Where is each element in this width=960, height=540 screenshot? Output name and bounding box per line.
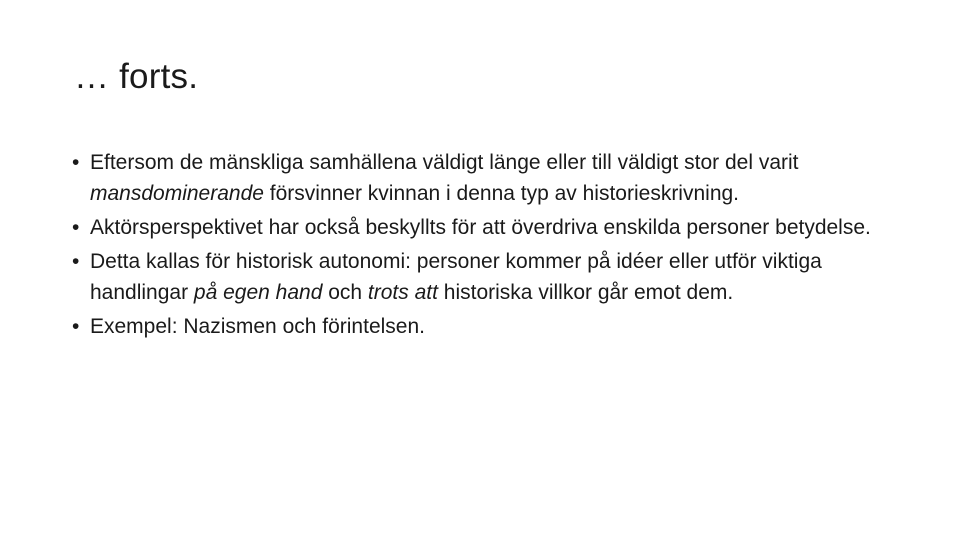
bullet-item	[72, 311, 882, 342]
bullet-emphasis: trots att	[367, 281, 438, 304]
bullet-item	[72, 147, 882, 209]
bullet-text: och	[322, 281, 368, 304]
bullet-item	[72, 246, 882, 308]
bullet-emphasis: på egen hand	[193, 281, 323, 304]
slide-title: … forts.	[74, 57, 199, 96]
bullet-text: Detta kallas för historisk autonomi: personer kommer på idéer eller utför viktiga handlingar	[90, 250, 822, 304]
bullet-text: Exempel: Nazismen och förintelsen.	[90, 315, 425, 338]
bullet-list	[72, 147, 882, 345]
bullet-text: Eftersom de mänskliga samhällena väldigt länge eller till väldigt stor del varit	[90, 151, 799, 174]
bullet-text: Aktörsperspektivet har också beskyllts för att överdriva enskilda personer betydelse.	[90, 216, 871, 239]
bullet-text: försvinner kvinnan i denna typ av historieskrivning.	[263, 182, 740, 205]
bullet-item	[72, 212, 882, 243]
bullet-text: historiska villkor går emot dem.	[437, 281, 734, 304]
bullet-emphasis: mansdominerande	[90, 182, 264, 205]
